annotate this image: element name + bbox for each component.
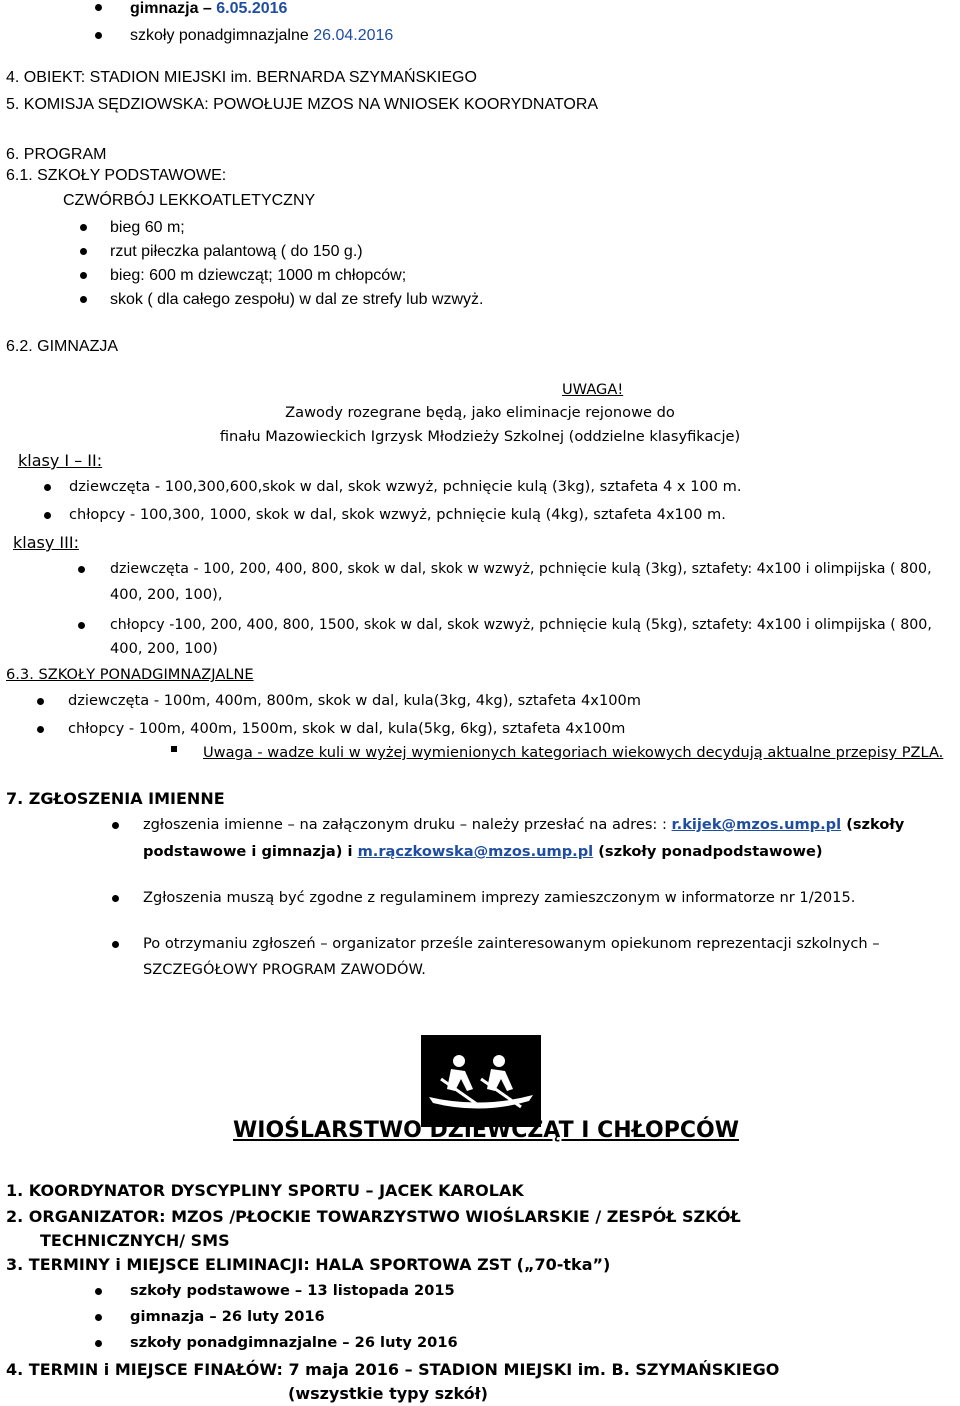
list-item: chłopcy - 100,300, 1000, skok w dal, skok wzwyż, pchnięcie kulą (4kg), sztafeta 4x100 m. [69,506,726,523]
date-ponadgimnazjalne: szkoły ponadgimnazjalne 26.04.2016 [130,27,394,44]
obiekt-line: 4. OBIEKT: STADION MIEJSKI im. BERNARDA SZYMAŃSKIEGO [6,69,477,86]
email-link-raczkowska[interactable]: m.rączkowska@mzos.ump.pl [357,843,594,860]
klasy-3-label: klasy III: [13,533,79,552]
bullet-dot-icon [112,941,119,948]
pzla-note: Uwaga - wadze kuli w wyżej wymienionych kategoriach wiekowych decydują aktualne przepisy PZLA. [203,744,944,761]
rowing-pictogram-icon [421,1035,541,1127]
list-item: dziewczęta - 100,300,600,skok w dal, skok wzwyż, pchnięcie kulą (3kg), sztafeta 4 x 100 m. [69,478,742,495]
bullet-dot-icon [112,895,119,902]
uwaga-line-2: finału Mazowieckich Igrzysk Młodzieży Szkolnej (oddzielne klasyfikacje) [219,428,741,445]
czworboj-heading: CZWÓRBÓJ LEKKOATLETYCZNY [63,192,316,209]
list-item: bieg 60 m; [110,219,185,236]
bullet-dot-icon [80,296,87,303]
list-item: skok ( dla całego zespołu) w dal ze strefy lub wzwyż. [110,291,484,308]
program-heading: 6. PROGRAM [6,146,107,163]
termin-item: gimnazja – 26 luty 2016 [130,1308,325,1325]
podstawowe-heading: 6.1. SZKOŁY PODSTAWOWE: [6,167,227,184]
bullet-dot-icon [95,1288,102,1295]
list-item: chłopcy -100, 200, 400, 800, 1500, skok w dal, skok wzwyż, pchnięcie kulą (5kg), sztafety: 4x100 i olimpijska ( 800, [110,617,932,633]
bullet-dot-icon [78,566,85,573]
uwaga-title: UWAGA! [562,381,624,398]
zgloszenia-paragraph-2: Zgłoszenia muszą być zgodne z regulaminem imprezy zamieszczonym w informatorze nr 1/2015. [143,889,856,906]
bullet-dot-icon [37,698,44,705]
komisja-line: 5. KOMISJA SĘDZIOWSKA: POWOŁUJE MZOS NA WNIOSEK KOORYDNATORA [6,96,599,113]
bullet-dot-icon [78,622,85,629]
bullet-dot-icon [95,1340,102,1347]
bullet-dot-icon [80,272,87,279]
list-item-continuation: 400, 200, 100), [110,586,223,603]
square-bullet-icon [171,746,177,752]
zgloszenia-heading: 7. ZGŁOSZENIA IMIENNE [6,789,225,808]
email-link-kijek[interactable]: r.kijek@mzos.ump.pl [671,816,842,833]
wioslarstwo-title: WIOŚLARSTWO DZIEWCZĄT I CHŁOPCÓW [233,1118,739,1143]
wioslarstwo-item-4: 4. TERMIN i MIEJSCE FINAŁÓW: 7 maja 2016 – STADION MIEJSKI im. B. SZYMAŃSKIEGO [6,1360,780,1379]
zgloszenia-paragraph-3-line-2: SZCZEGÓŁOWY PROGRAM ZAWODÓW. [143,961,426,978]
ponadgimnazjalne-heading: 6.3. SZKOŁY PONADGIMNAZJALNE [6,666,254,683]
wioslarstwo-item-4-line-2: (wszystkie typy szkół) [288,1384,488,1403]
bullet-dot-icon [95,32,102,39]
list-item: rzut piłeczka palantową ( do 150 g.) [110,243,363,260]
bullet-dot-icon [112,822,119,829]
uwaga-line-1: Zawody rozegrane będą, jako eliminacje rejonowe do [285,404,675,421]
bullet-dot-icon [37,726,44,733]
bullet-dot-icon [80,248,87,255]
rowing-pictogram-icon [421,1035,541,1127]
bullet-dot-icon [95,4,102,11]
wioslarstwo-item-2: 2. ORGANIZATOR: MZOS /PŁOCKIE TOWARZYSTWO WIOŚLARSKIE / ZESPÓŁ SZKÓŁ [6,1207,741,1226]
date-gimnazja: gimnazja – 6.05.2016 [130,0,288,17]
wioslarstwo-item-1: 1. KOORDYNATOR DYSCYPLINY SPORTU – JACEK KAROLAK [6,1181,524,1200]
wioslarstwo-item-3: 3. TERMINY i MIEJSCE ELIMINACJI: HALA SPORTOWA ZST („70-tka”) [6,1255,611,1274]
zgloszenia-paragraph-1: zgłoszenia imienne – na załączonym druku – należy przesłać na adres: : r.kijek@mzos.ump.pl (szkoły [143,816,905,833]
termin-item: szkoły podstawowe – 13 listopada 2015 [130,1282,455,1299]
zgloszenia-paragraph-1-line-2: podstawowe i gimnazja) i m.rączkowska@mzos.ump.pl (szkoły ponadpodstawowe) [143,843,823,860]
bullet-dot-icon [44,512,51,519]
bullet-dot-icon [80,224,87,231]
zgloszenia-paragraph-3: Po otrzymaniu zgłoszeń – organizator prześle zainteresowanym opiekunom reprezentacji szkolnych – [143,935,880,952]
bullet-dot-icon [44,484,51,491]
bullet-dot-icon [95,1314,102,1321]
list-item: bieg: 600 m dziewcząt; 1000 m chłopców; [110,267,407,284]
list-item-continuation: 400, 200, 100) [110,640,218,657]
termin-item: szkoły ponadgimnazjalne – 26 luty 2016 [130,1334,458,1351]
list-item: dziewczęta - 100, 200, 400, 800, skok w dal, skok w wzwyż, pchnięcie kulą (3kg), sztafety: 4x100 i olimpijska ( 800, [110,561,932,577]
list-item: dziewczęta - 100m, 400m, 800m, skok w dal, kula(3kg, 4kg), sztafeta 4x100m [68,692,642,709]
wioslarstwo-item-2-line-2: TECHNICZNYCH/ SMS [40,1231,230,1250]
gimnazja-heading: 6.2. GIMNAZJA [6,338,119,355]
klasy-1-2-label: klasy I – II: [18,451,103,470]
list-item: chłopcy - 100m, 400m, 1500m, skok w dal, kula(5kg, 6kg), sztafeta 4x100m [68,720,626,737]
